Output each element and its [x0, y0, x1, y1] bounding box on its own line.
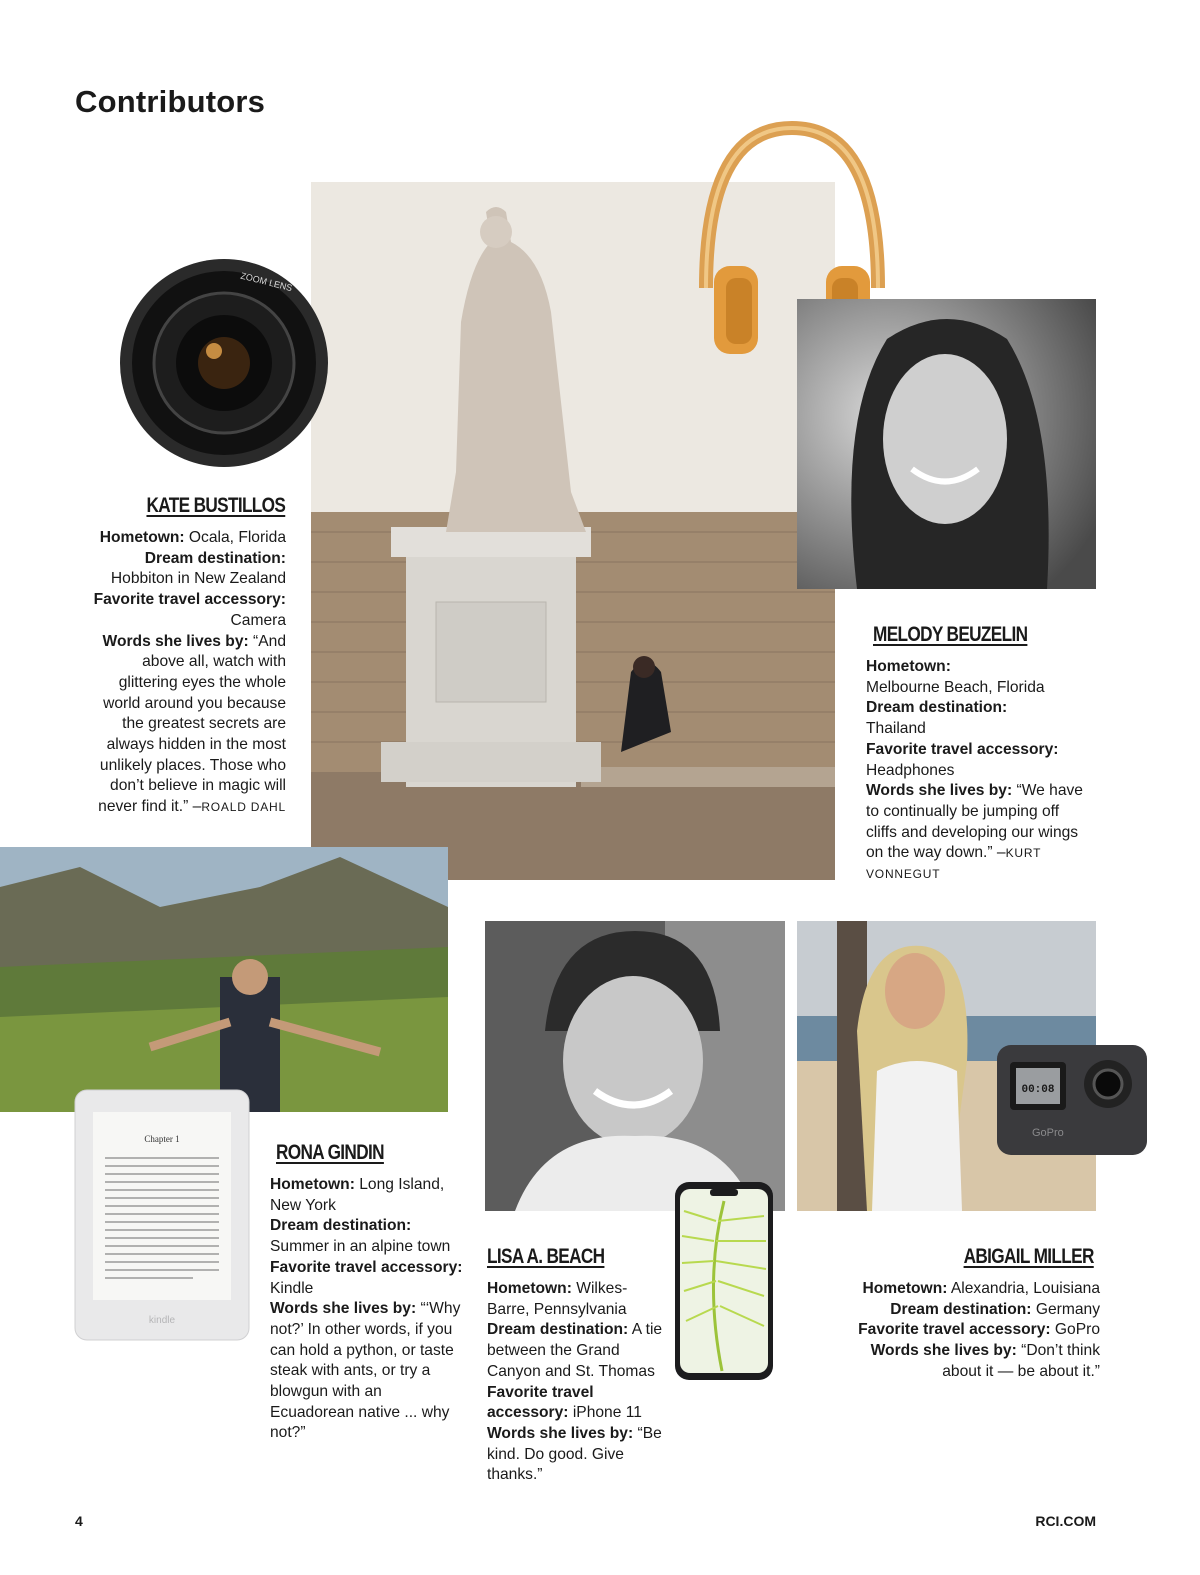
kindle-brand-label: kindle	[148, 1315, 176, 1326]
lisa-portrait	[485, 921, 785, 1211]
contributor-bio-lisa: Hometown: Wilkes-Barre, Pennsylvania Dream destination: A tie between the Grand Canyon and St. Thomas Favorite travel accessory: iPhone 11 Words she lives by: “Be kind. Do good. Give thanks.”	[487, 1280, 663, 1484]
gopro-screen-text: 00:08	[1021, 1084, 1055, 1096]
lens-label: ZOOM LENS	[239, 270, 294, 294]
contributor-bio-kate: Hometown: Ocala, Florida Dream destination: Hobbiton in New Zealand Favorite travel accessory: Camera Words she lives by: “And above all, watch with glittering eyes the whole world around you because the greatest secrets are always hidden in the most unlikely places. Those who don’t believe in magic will never find it.” –ROALD DAHL	[93, 529, 286, 816]
contributor-bio-abigail: Hometown: Alexandria, Louisiana Dream destination: Germany Favorite travel accessory: GoPro Words she lives by: “Don’t think about it — be about it.”	[858, 1280, 1100, 1380]
gopro-brand-label: GoPro	[1032, 1127, 1064, 1139]
melody-portrait	[797, 299, 1096, 589]
page-title: Contributors	[75, 84, 266, 119]
camera-lens-image	[114, 255, 334, 470]
contributor-name-melody: MELODY BEUZELIN	[873, 623, 1028, 646]
contributor-name-rona: RONA GINDIN	[276, 1141, 384, 1164]
contributor-name-kate: KATE BUSTILLOS	[146, 494, 285, 517]
contributor-bio-rona: Hometown: Long Island, New York Dream destination: Summer in an alpine town Favorite travel accessory: Kindle Words she lives by: “‘Why not?’ In other words, if you can hold a python, or taste steak with ants, or try a blowgun with an Ecuadorean native ... why not?”	[270, 1176, 463, 1442]
kindle-chapter-label: Chapter 1	[144, 1134, 180, 1144]
page-number: 4	[75, 1513, 83, 1529]
site-link[interactable]: RCI.COM	[1035, 1513, 1096, 1529]
gopro-image	[996, 1044, 1148, 1156]
contributor-name-abigail: ABIGAIL MILLER	[963, 1245, 1094, 1268]
kindle-image	[73, 1088, 251, 1342]
contributor-name-lisa: LISA A. BEACH	[487, 1245, 605, 1268]
iphone-image	[674, 1181, 774, 1381]
contributor-bio-melody: Hometown: Melbourne Beach, Florida Dream destination: Thailand Favorite travel accessory: Headphones Words she lives by: “We have to continually be jumping off cliffs and developing our wings on the way down.” –KURT VONNEGUT	[866, 658, 1083, 882]
rona-machu-picchu-photo	[0, 847, 448, 1112]
